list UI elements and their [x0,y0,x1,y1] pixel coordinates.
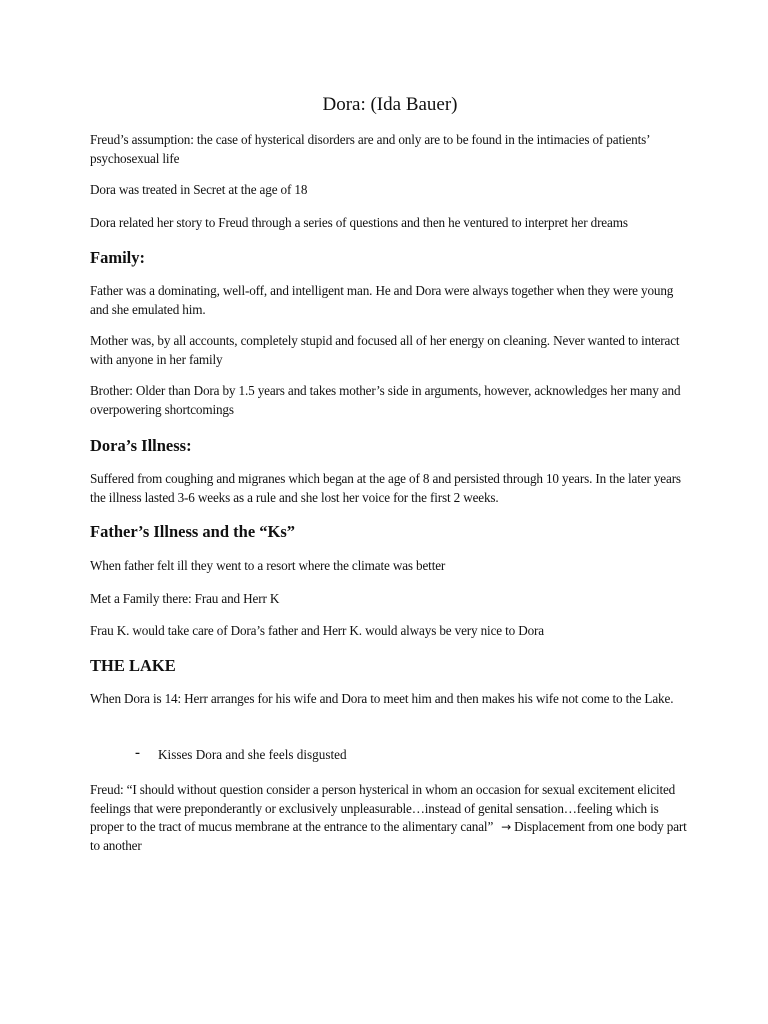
father-ks-paragraph-resort: When father felt ill they went to a resort where the climate was better [90,558,446,573]
document-title: Dora: (Ida Bauer) [322,94,458,115]
section-heading-family: Family: [90,248,145,267]
lake-paragraph-arrangement: When Dora is 14: Herr arranges for his wife and Dora to meet him and then makes his wife not come to the Lake. [90,691,674,706]
family-paragraph-mother: Mother was, by all accounts, completely stupid and focused all of her energy on cleaning. Never wanted to interact with anyone in her family [90,333,680,367]
section-heading-illness: Dora’s Illness: [90,436,192,455]
section-heading-father-ks: Father’s Illness and the “Ks” [90,522,296,541]
section-heading-lake: THE LAKE [90,656,176,675]
intro-paragraph-treated: Dora was treated in Secret at the age of 18 [90,182,308,197]
family-paragraph-father: Father was a dominating, well-off, and intelligent man. He and Dora were always together when they were young and she emulated him. [90,283,674,317]
intro-paragraph-related: Dora related her story to Freud through a series of questions and then he ventured to interpret her dreams [90,215,628,230]
intro-paragraph-assumption: Freud’s assumption: the case of hysterical disorders are and only are to be found in the intimacies of patients’ psychosexual life [90,132,650,166]
illness-paragraph: Suffered from coughing and migranes which began at the age of 8 and persisted through 10 years. In the later years the illness lasted 3-6 weeks as a rule and she lost her voice for the first 2 weeks. [90,471,681,505]
freud-quote-text: Freud: “I should without question consider a person hysterical in whom an occasion for sexual excitement elicited feelings that were preponderantly or exclusively unpleasurable…instead of genital sensation…feeling which is proper to the tract of mucus membrane at the entrance to the alimentary canal” [90,782,676,834]
bullet-dash: - [135,745,140,761]
lake-paragraph-freud-quote [90,781,690,855]
right-arrow-icon: → [501,820,512,834]
family-paragraph-brother: Brother: Older than Dora by 1.5 years and takes mother’s side in arguments, however, acknowledges her many and overpowering shortcomings [90,383,681,417]
father-ks-paragraph-care: Frau K. would take care of Dora’s father and Herr K. would always be very nice to Dora [90,623,544,638]
bullet-text: Kisses Dora and she feels disgusted [158,747,347,762]
displacement-text: Displacement from one body part to another [90,819,687,853]
father-ks-paragraph-met: Met a Family there: Frau and Herr K [90,591,280,606]
